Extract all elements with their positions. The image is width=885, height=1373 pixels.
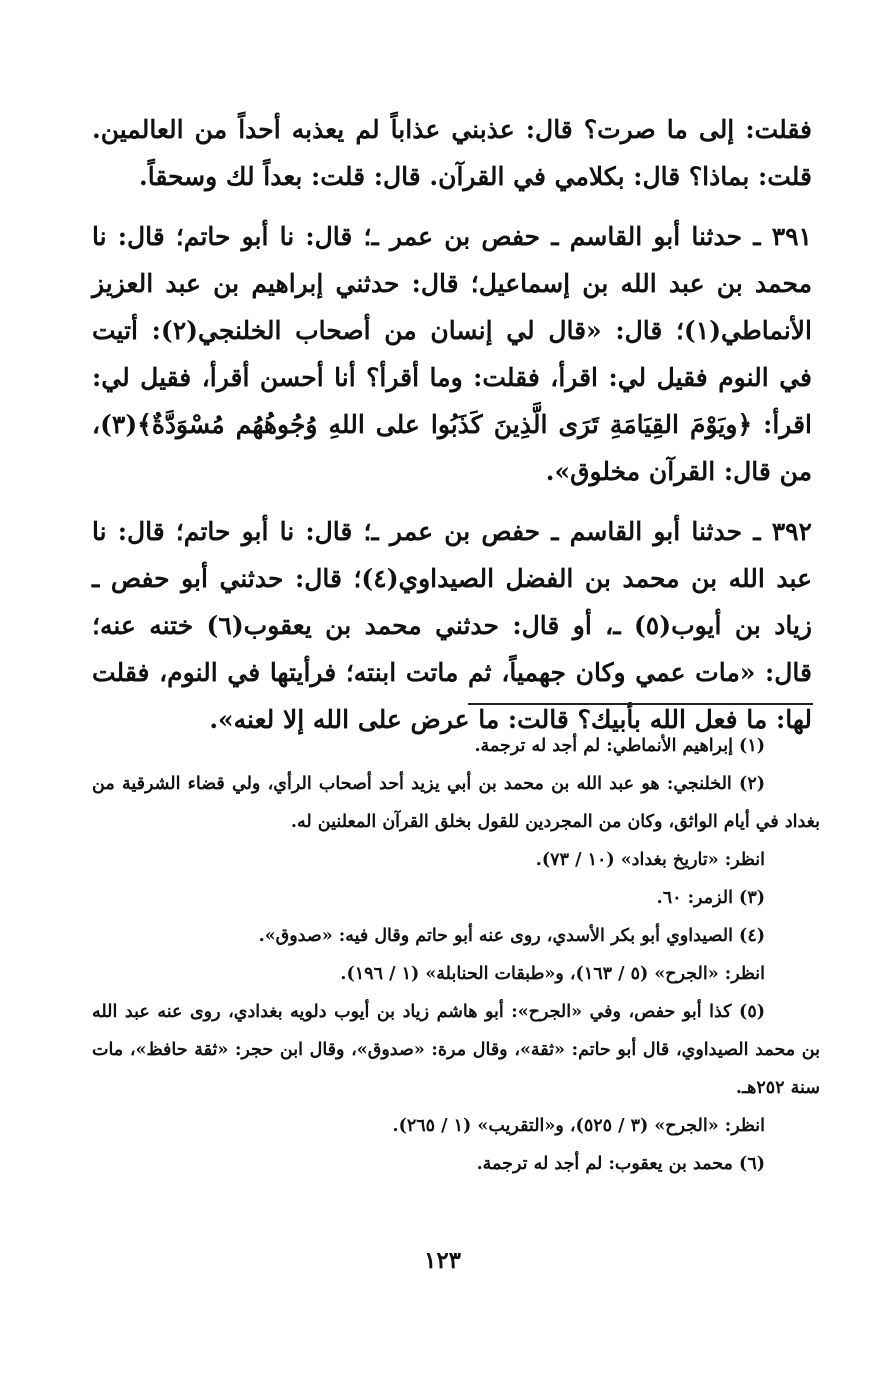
footnote: (٥) كذا أبو حفص، وفي «الجرح»: أبو هاشم زياد بن أيوب دلويه بغدادي، روى عنه عبد الله بن محمد الصيداوي، قال أبو حاتم: «ثقة»، وقال مرة: «صدوق»، وقال ابن حجر: «ثقة حافظ»، مات سنة ٢٥٢هـ.	[92, 1002, 820, 1098]
page-number: ١٢٣	[423, 1247, 462, 1274]
footnote: (٤) الصيداوي أبو بكر الأسدي، روى عنه أبو حاتم وقال فيه: «صدوق».	[258, 926, 765, 946]
footnote-reference: انظر: «الجرح» (٥ / ١٦٣)، و«طبقات الحنابلة» (١ / ١٩٦).	[340, 964, 765, 984]
footnote: (٣) الزمر: ٦٠.	[656, 888, 765, 908]
footnote: (٦) محمد بن يعقوب: لم أجد له ترجمة.	[476, 1154, 765, 1174]
footnote: (٢) الخلنجي: هو عبد الله بن محمد بن أبي يزيد أحد أصحاب الرأي، ولي قضاء الشرقية من بغداد في أيام الواثق، وكان من المجردين للقول بخلق القرآن المعلنين له.	[92, 774, 820, 832]
main-paragraph: ٣٩٢ ـ حدثنا أبو القاسم ـ حفص بن عمر ـ؛ قال: نا أبو حاتم؛ قال: نا عبد الله بن محمد بن الفضل الصيداوي(٤)؛ قال: حدثني أبو حفص ـ زياد بن أيوب(٥) ـ، أو قال: حدثني محمد بن يعقوب(٦) ختنه عنه؛ قال: «مات عمي وكان جهمياً، ثم ماتت ابنته؛ فرأيتها في النوم، فقلت لها: ما فعل الله بأبيك؟ قالت: ما عرض على الله إلا لعنه».	[92, 517, 813, 734]
main-paragraph: فقلت: إلى ما صرت؟ قال: عذبني عذاباً لم يعذبه أحداً من العالمين. قلت: بماذا؟ قال: بكلامي في القرآن. قال: قلت: بعداً لك وسحقاً.	[92, 115, 812, 191]
main-paragraph: ٣٩١ ـ حدثنا أبو القاسم ـ حفص بن عمر ـ؛ قال: نا أبو حاتم؛ قال: نا محمد بن عبد الله بن إسماعيل؛ قال: حدثني إبراهيم بن عبد العزيز الأنماطي(١)؛ قال: «قال لي إنسان من أصحاب الخلنجي(٢): أتيت في النوم فقيل لي: اقرأ، فقلت: وما أقرأ؟ أنا أحسن أقرأ، فقيل لي: اقرأ: ﴿ويَوْمَ القِيَامَةِ تَرَى الَّذِينَ كَذَبُوا على اللهِ وُجُوهُهُم مُسْوَدَّةٌ﴾(٣)، من قال: القرآن مخلوق».	[92, 222, 812, 486]
footnote-reference: انظر: «الجرح» (٣ / ٥٢٥)، و«التقريب» (١ / ٢٦٥).	[392, 1116, 765, 1136]
footnotes	[92, 727, 820, 1183]
main-text	[92, 106, 812, 743]
footnote: (١) إبراهيم الأنماطي: لم أجد له ترجمة.	[474, 736, 765, 756]
footnote-divider	[468, 703, 813, 705]
footnote-reference: انظر: «تاريخ بغداد» (١٠ / ٧٣).	[535, 850, 765, 870]
